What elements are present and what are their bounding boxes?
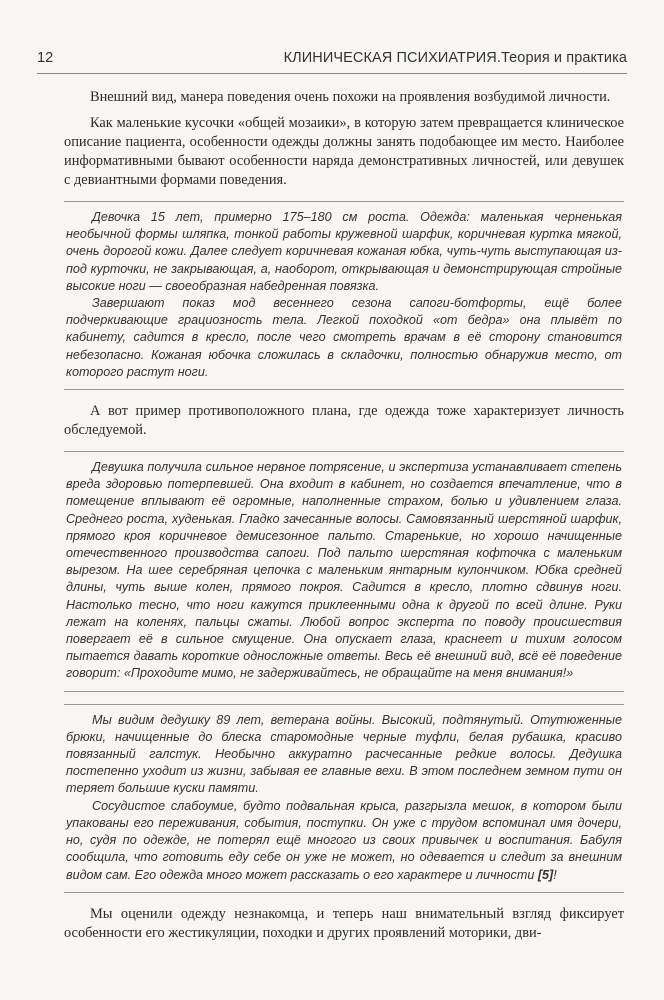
case-1-paragraph-2: Завершают показ мод весеннего сезона сапоги-ботфорты, ещё более подчеркивающие грациозность тела. Легкой походкой «от бедра» она плывёт по кабинету, садится в кресло, после чего смотреть врачам в её сторону становится небезопасно. Кожаная юбочка сложилась в складочки, полностью обнаружив место, от которого растут ноги. [66,296,622,379]
paragraph-1: Внешний вид, манера поведения очень похожи на проявления возбудимой личности. [90,89,611,105]
case-3-paragraph-2 [66,798,622,884]
page-header [37,48,627,72]
case-3-paragraph-2-end: ! [553,867,557,882]
header-divider [37,73,627,74]
case-example-1 [64,201,624,390]
case-3-paragraph-1: Мы видим дедушку 89 лет, ветерана войны. Высокий, подтянутый. Отутюженные брюки, начищенные до блеска старомодные черные туфли, белая рубашка, красиво повязанный галстук. Необычно аккуратно расчесанные редкие волосы. Дедушка постепенно уходит из жизни, забывая ее главные вехи. В этом последнем земном пути он теряет большие куски памяти. [66,712,622,796]
citation-reference: [5] [537,867,554,882]
case-example-2 [64,451,624,692]
running-title: КЛИНИЧЕСКАЯ ПСИХИАТРИЯ.Теория и практика [283,50,627,66]
paragraph-2: Как маленькие кусочки «общей мозаики», в которую затем превращается клиническое описание пациента, особенности одежды должны занять подобающее им место. Наиболее информативными бывают особенности наряда демонстративных личностей, или девушек с девиантными формами поведения. [64,115,624,188]
page-number: 12 [37,50,54,66]
paragraph-4: Мы оценили одежду незнакомца, и теперь наш внимательный взгляд фиксирует особенности его жестикуляции, походки и других проявлений моторики, дви- [64,905,624,941]
case-1-paragraph-1: Девочка 15 лет, примерно 175–180 см роста. Одежда: маленькая черненькая необычной формы шляпка, тонкой работы кружевной шарфик, коричневая куртка мягкой, очень дорогой кожи. Далее следует коричневая кожаная юбка, чуть-чуть выступающая из-под курточки, не закрывающая, а, наоборот, открывающая и демонстрирующая стройные высокие ноги — своеобразная набедренная повязка. [66,210,622,293]
paragraph-3: А вот пример противоположного плана, где одежда тоже характеризует личность обследуемой. [64,403,624,439]
case-2-paragraph-1: Девушка получила сильное нервное потрясение, и экспертиза устанавливает степень вреда здоровью потерпевшей. Она входит в кабинет, но создается впечатление, что в помещение вплывают её огромные, наполненные страхом, болью и удивлением глаза. Среднего роста, худенькая. Гладко зачесанные волосы. Самовязанный шерстяной шарфик, прямого кроя коричневое демисезонное пальто. Старенькие, но хорошо начищенные отечественного производства сапоги. Под пальто шерстяная кофточка с маленьким вырезом. На шее серебряная цепочка с маленьким янтарным кулончиком. Юбка средней длины, чуть выше колен, прямого покроя. Садится в кресло, плотно сдвинув ноги. Настолько тесно, что ноги кажутся приклеенными одна к другой по всей длине. Руки лежат на коленях, пальцы сжаты. Любой вопрос эксперта по поводу происшествия повергает её в сильное смущение. Она опускает глаза, краснеет и тихим голосом пытается давать короткие односложные ответы. Весь её внешний вид, всё её поведение говорит: «Проходите мимо, не задерживайтесь, не обращайте на меня внимания!» [66,460,622,681]
page-content [64,88,624,950]
case-example-3 [64,704,624,893]
case-3-paragraph-2-text: Сосудистое слабоумие, будто подвальная крыса, разгрызла мешок, в котором были упакованы его переживания, события, поступки. Он уже с трудом вспоминал имя дочери, но, судя по одежде, не потерял ещё многого из своих привычек и воспитания. Бабуля сообщила, что готовить еду себе он уже не может, но одевается и следит за внешним видом сам. Его одежда много может рассказать о его характере и личности [66,798,622,882]
